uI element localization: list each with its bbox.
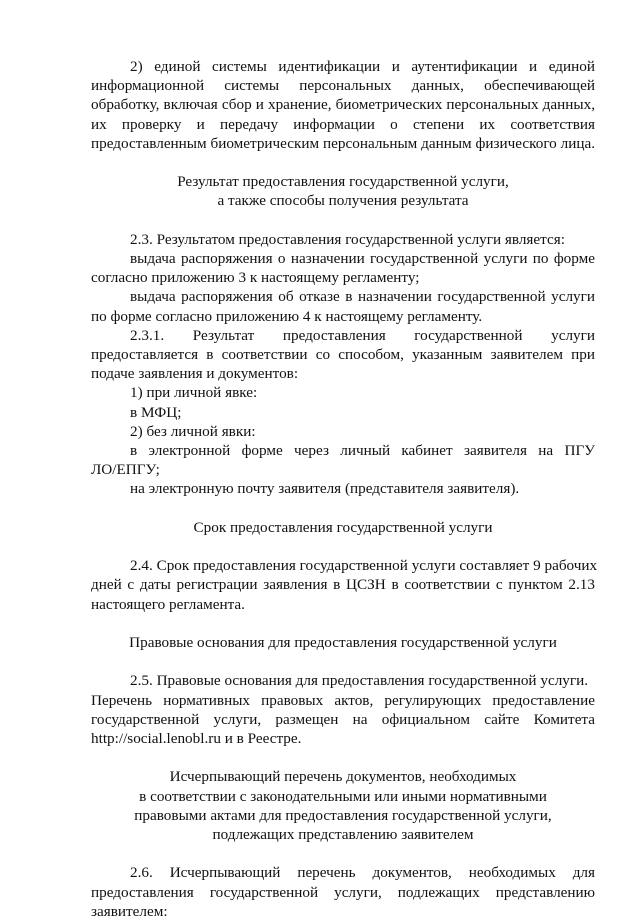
text-line: ЛО/ЕПГУ;: [91, 461, 160, 479]
section-heading: Правовые основания для предоставления государственной услуги: [129, 634, 557, 652]
list-item: на электронную почту заявителя (представителя заявителя).: [130, 480, 520, 498]
section-heading-line: Результат предоставления государственной услуги,: [177, 173, 509, 191]
text-line: предоставленным биометрическим персональным данным физического лица.: [91, 134, 595, 152]
text-line: государственной услуги, размещен на официальном сайте Комитета: [91, 710, 595, 728]
section-heading-line: а также способы получения результата: [217, 192, 469, 210]
text-line: 2.5. Правовые основания для предоставления государственной услуги.: [130, 672, 589, 690]
list-item: в МФЦ;: [130, 403, 182, 421]
text-line: согласно приложению 3 к настоящему регламенту;: [91, 269, 420, 287]
section-heading-line: подлежащих представлению заявителем: [212, 826, 474, 844]
text-line: заявителем:: [91, 902, 168, 920]
text-line: 2.6. Исчерпывающий перечень документов, необходимых для: [130, 864, 595, 882]
list-item: в электронной форме через личный кабинет заявителя на ПГУ: [130, 442, 595, 460]
text-line: по форме согласно приложению 4 к настоящему регламенту.: [91, 307, 483, 325]
section-heading-line: в соответствии с законодательными или иными нормативными: [139, 787, 547, 805]
text-line: выдача распоряжения о назначении государственной услуги по форме: [130, 250, 595, 267]
text-line: настоящего регламента.: [91, 595, 245, 613]
text-line: обработку, включая сбор и хранение, биометрических персональных данных,: [91, 96, 595, 114]
text-line: информационной системы персональных данных, обеспечивающей: [91, 77, 595, 95]
text-line: 2.3.1. Результат предоставления государственной услуги: [130, 326, 595, 344]
section-heading-line: правовыми актами для предоставления государственной услуги,: [134, 806, 552, 824]
section-heading: Срок предоставления государственной услуги: [193, 518, 493, 536]
text-line: 2.3. Результатом предоставления государственной услуги является:: [130, 230, 565, 248]
text-line: подаче заявления и документов:: [91, 365, 299, 383]
text-line: предоставляется в соответствии со способом, указанным заявителем при: [91, 346, 595, 364]
text-line: 2.4. Срок предоставления государственной услуги составляет 9 рабочих: [130, 557, 598, 575]
list-item: 1) при личной явке:: [130, 384, 258, 402]
text-line: их проверку и передачу информации о степени их соответствия: [91, 115, 595, 133]
text-line: дней с даты регистрации заявления в ЦСЗН в соответствии с пунктом 2.13: [91, 576, 595, 594]
text-line: выдача распоряжения об отказе в назначении государственной услуги: [130, 288, 595, 306]
section-heading-line: Исчерпывающий перечень документов, необходимых: [169, 768, 517, 786]
list-item: 2) без личной явки:: [130, 422, 256, 440]
text-line: 2) единой системы идентификации и аутентификации и единой: [130, 58, 595, 75]
text-line: предоставления государственной услуги, подлежащих представлению: [91, 883, 595, 901]
text-line: http://social.lenobl.ru и в Реестре.: [91, 730, 302, 748]
text-line: Перечень нормативных правовых актов, регулирующих предоставление: [91, 691, 595, 709]
